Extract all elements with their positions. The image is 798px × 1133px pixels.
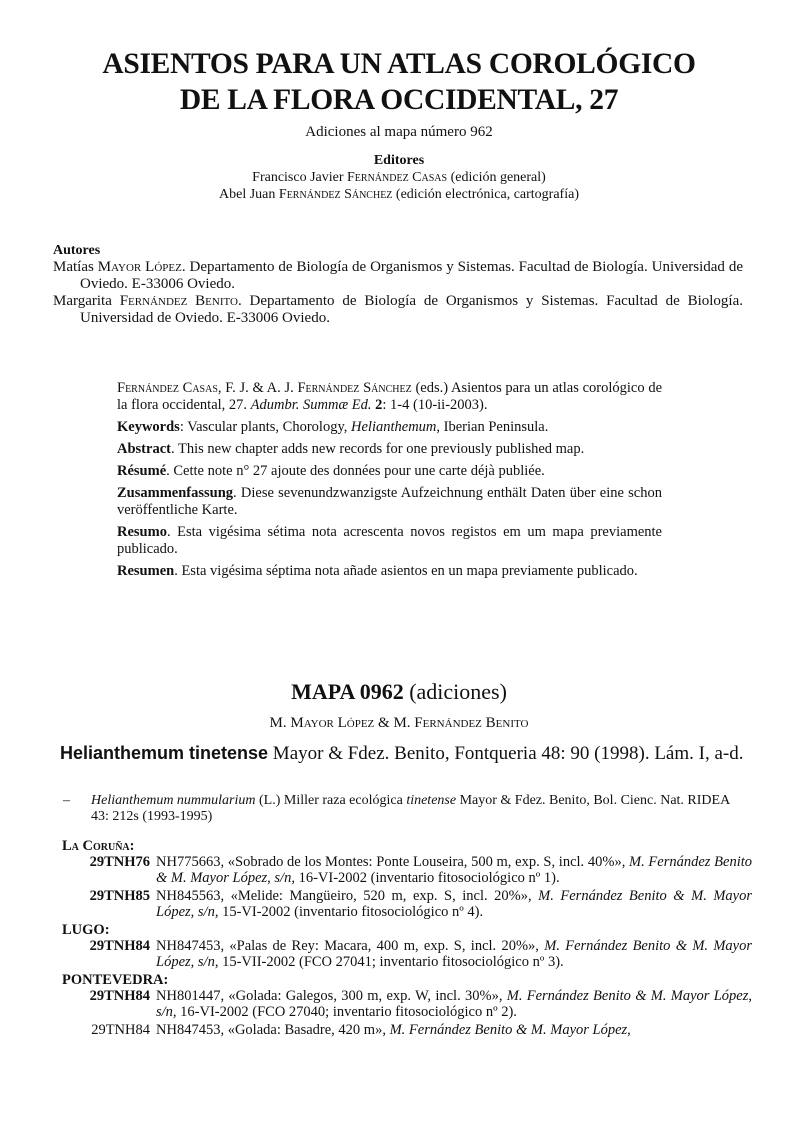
- abstract-block: [117, 380, 662, 585]
- summary-resumen: [117, 563, 662, 580]
- editor-last-name: Fernández Casas: [347, 170, 448, 185]
- region-heading: LUGO:: [62, 922, 110, 938]
- keywords-genus: Helianthemum: [351, 419, 437, 435]
- record-date-notes: 16-VI-2002 (FCO 27040; inventario fitosociológico nº 2).: [176, 1004, 517, 1020]
- subtitle: Adiciones al mapa número 962: [305, 124, 493, 140]
- utm-code: 29TNH76: [89, 854, 150, 870]
- record-entry: [62, 988, 752, 1020]
- summary-text: . Esta vigésima séptima nota añade asientos en un mapa previamente publicado.: [174, 563, 638, 579]
- record-text: [156, 854, 752, 886]
- summary-resumo: [117, 524, 662, 558]
- author-entry: [53, 259, 743, 293]
- map-title-suffix: (adiciones): [403, 679, 507, 704]
- map-title: [0, 679, 798, 705]
- record-entry: [62, 888, 752, 920]
- region-heading: PONTEVEDRA:: [62, 972, 169, 988]
- citation-journal: Adumbr. Summæ Ed.: [250, 397, 372, 413]
- author-first-name: Margarita: [53, 293, 112, 309]
- utm-code: 29TNH84: [89, 988, 150, 1004]
- record-date-notes: 15-VI-2002 (inventario fitosociológico nº 4).: [218, 904, 484, 920]
- record-locality: NH775663, «Sobrado de los Montes: Ponte Louseira, 500 m, exp. S, incl. 40%»,: [156, 854, 630, 870]
- editor-line: [0, 169, 798, 186]
- citation-author: Fernández Casas: [117, 380, 218, 396]
- editor-first-name: Abel Juan: [219, 187, 276, 202]
- citation-text: : 1-4 (10-ii-2003).: [382, 397, 488, 413]
- author-affiliation: . Departamento de Biología de Organismos y Sistemas. Facultad de Biología. Universidad de Oviedo. E-33006 Oviedo.: [80, 259, 743, 292]
- summary-abstract: [117, 441, 662, 458]
- record-collectors: M. Fernández Benito & M. Mayor López,: [389, 1022, 631, 1038]
- record-date-notes: 15-VII-2002 (FCO 27041; inventario fitosociológico nº 3).: [218, 954, 564, 970]
- record-collectors: M. Fernández Benito & M. Mayor López, s/n,: [156, 938, 752, 970]
- map-number: MAPA 0962: [291, 679, 404, 704]
- editor-line: [0, 186, 798, 203]
- keywords: [117, 419, 662, 436]
- utm-code: 29TNH84: [89, 938, 150, 954]
- map-authors: M. Mayor López & M. Fernández Benito: [269, 715, 529, 731]
- utm-code: 29TNH85: [89, 888, 150, 904]
- summary-resume: [117, 463, 662, 480]
- synonym-text: (L.) Miller raza ecológica: [255, 793, 407, 808]
- summary-text: . This new chapter adds new records for one previously published map.: [170, 441, 585, 457]
- species-heading: [60, 742, 750, 765]
- synonym-epithet: tinetense: [406, 793, 457, 808]
- record-text: [156, 938, 752, 970]
- title-line-1: ASIENTOS PARA UN ATLAS COROLÓGICO: [102, 48, 696, 80]
- keywords-label: Keywords: [117, 419, 180, 435]
- title-line-2: DE LA FLORA OCCIDENTAL, 27: [179, 84, 619, 116]
- synonym: [63, 793, 746, 825]
- summary-label: Resumo: [117, 524, 167, 540]
- editor-role: (edición electrónica, cartografía): [395, 187, 579, 202]
- editor-first-name: Francisco Javier: [252, 170, 344, 185]
- utm-code: 29TNH84: [91, 1022, 150, 1038]
- summary-label: Zusammenfassung: [117, 485, 234, 501]
- editor-last-name: Fernández Sánchez: [278, 187, 393, 202]
- author-affiliation: . Departamento de Biología de Organismos y Sistemas. Facultad de Biología. Universidad de Oviedo. E-33006 Oviedo.: [80, 293, 743, 326]
- record-locality: NH845563, «Melide: Mangüeiro, 520 m, exp. S, incl. 20%»,: [156, 888, 539, 904]
- record-collectors: M. Fernández Benito & M. Mayor López, s/n,: [156, 854, 753, 886]
- editors-heading: Editores: [373, 153, 425, 168]
- species-citation: Mayor & Fdez. Benito, Fontqueria 48: 90 (1998). Lám. I, a-d.: [268, 743, 744, 764]
- editors-block: [0, 152, 798, 203]
- record-locality: NH847453, «Palas de Rey: Macara, 400 m, exp. S, incl. 20%»,: [156, 938, 545, 954]
- summary-label: Résumé: [117, 463, 167, 479]
- summary-label: Abstract: [117, 441, 171, 457]
- record-collectors: M. Fernández Benito & M. Mayor López, s/n,: [156, 888, 753, 920]
- record-entry: [62, 854, 752, 886]
- record-locality: NH847453, «Golada: Basadre, 420 m»,: [156, 1022, 390, 1038]
- authors-heading: Autores: [53, 243, 101, 258]
- species-name: Helianthemum tinetense: [60, 743, 269, 763]
- record-text: [156, 888, 752, 920]
- record-locality: NH801447, «Golada: Galegos, 300 m, exp. W, incl. 30%»,: [156, 988, 507, 1004]
- citation-text: (eds.) Asientos para un atlas corológico de la flora occidental, 27.: [117, 380, 663, 413]
- author-first-name: Matías: [53, 259, 94, 275]
- record-entry: [62, 938, 752, 970]
- author-entry: [53, 293, 743, 327]
- region-heading: La Coruña:: [62, 838, 135, 854]
- keywords-text: , Iberian Peninsula.: [436, 419, 549, 435]
- author-last-name: Mayor López: [97, 259, 182, 275]
- record-date-notes: 16-VI-2002 (inventario fitosociológico nº 1).: [294, 870, 560, 886]
- synonym-name: Helianthemum nummularium: [91, 793, 256, 808]
- summary-text: . Esta vigésima sétima nota acrescenta novos registos em um mapa previamente publicado.: [117, 524, 662, 557]
- summary-text: . Diese sevenundzwanzigste Aufzeichnung enthält Daten über eine schon veröffentliche Karte.: [117, 485, 662, 518]
- citation-text: , F. J. & A. J.: [217, 380, 298, 396]
- citation-author: Fernández Sánchez: [297, 380, 412, 396]
- record-text: [156, 1022, 752, 1038]
- synonym-text: Mayor & Fdez. Benito, Bol. Cienc. Nat. RIDEA 43: 212s (1993-1995): [91, 793, 730, 824]
- authors-block: [53, 242, 743, 327]
- keywords-text: : Vascular plants, Chorology,: [179, 419, 352, 435]
- summary-label: Resumen: [117, 563, 175, 579]
- record-collectors: M. Fernández Benito & M. Mayor López, s/n,: [156, 988, 752, 1020]
- editor-role: (edición general): [450, 170, 546, 185]
- record-entry: [62, 1022, 752, 1038]
- paper-title: [0, 46, 798, 118]
- record-text: [156, 988, 752, 1020]
- summary-zusammenfassung: [117, 485, 662, 519]
- dash-bullet: –: [63, 793, 70, 808]
- citation-volume: 2: [371, 397, 383, 413]
- records-list: [62, 837, 752, 1040]
- author-last-name: Fernández Benito: [119, 293, 238, 309]
- summary-text: . Cette note n° 27 ajoute des données pour une carte déjà publiée.: [166, 463, 545, 479]
- citation: [117, 380, 662, 414]
